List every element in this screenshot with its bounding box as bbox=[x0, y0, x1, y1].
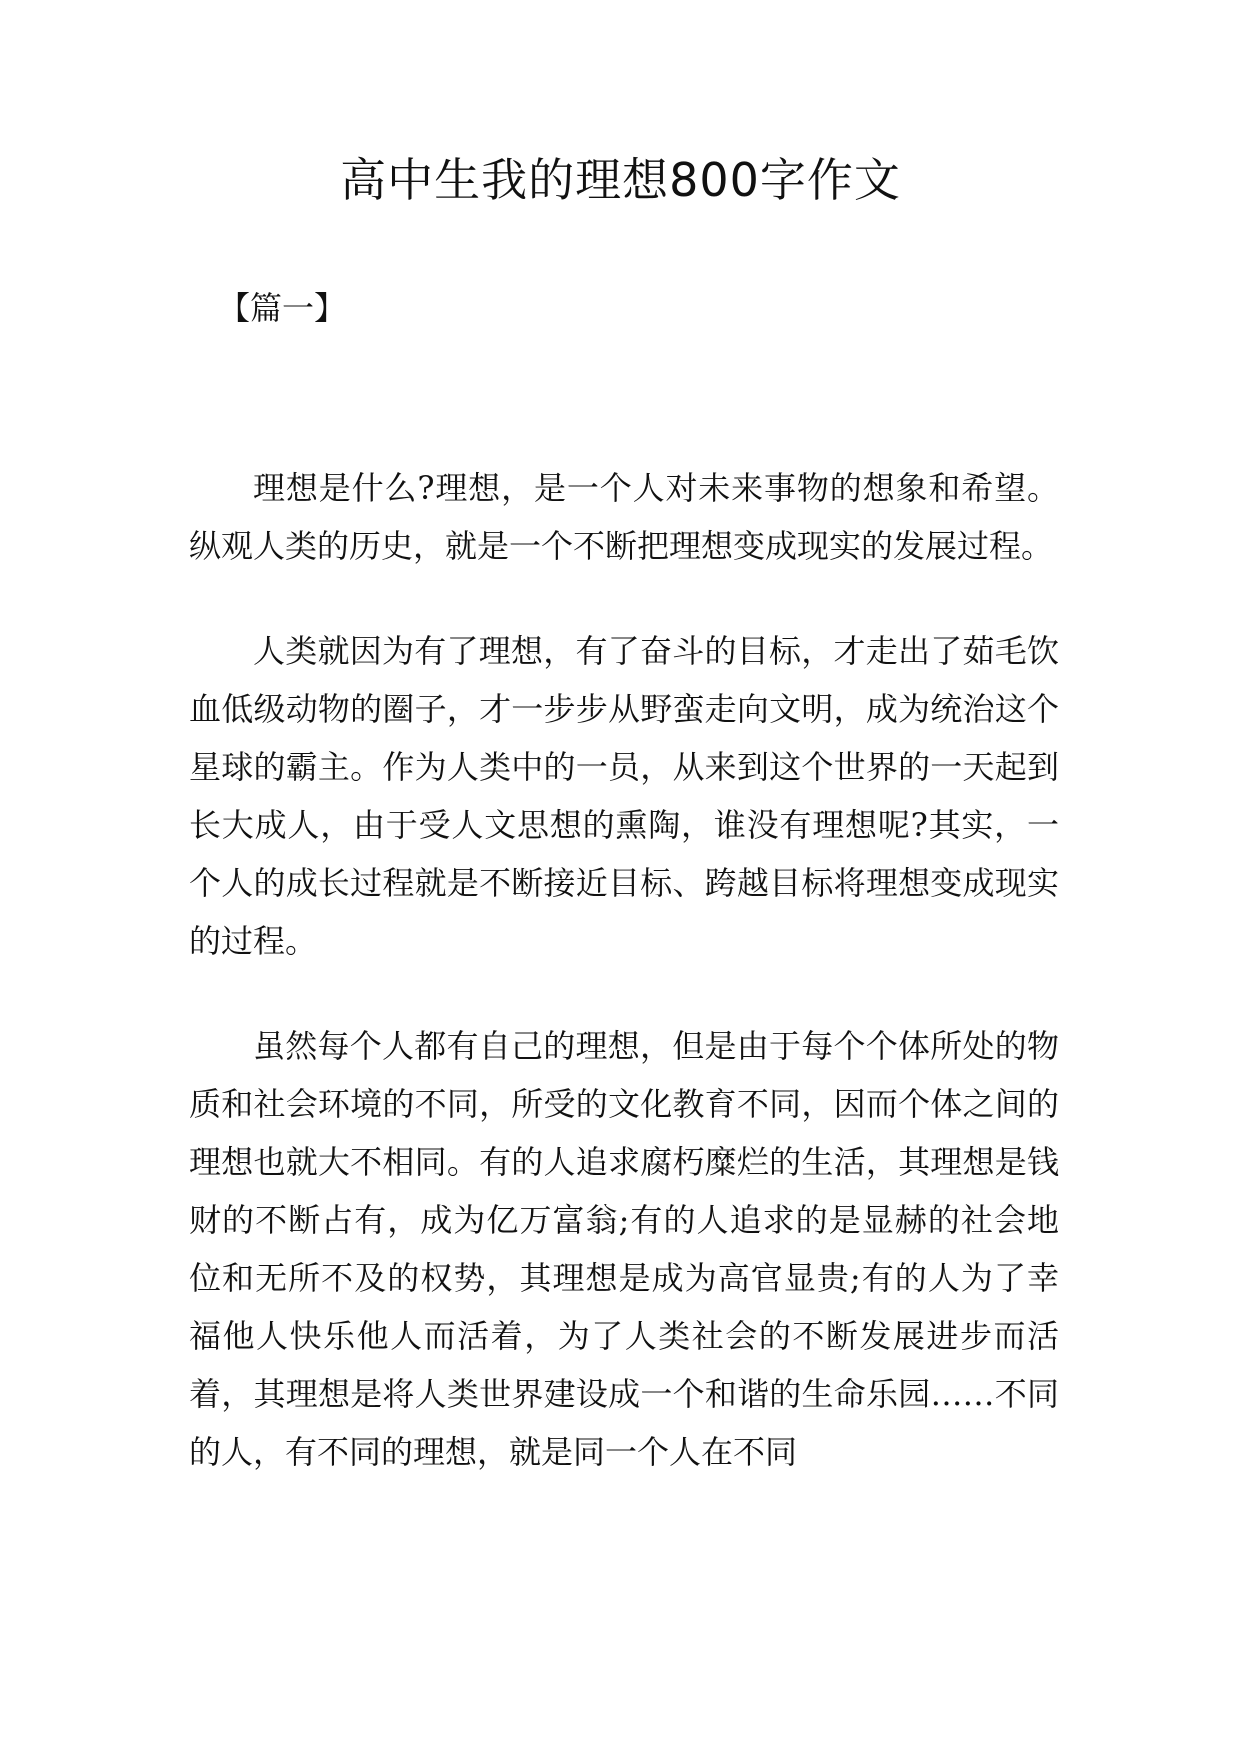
document-body bbox=[189, 459, 1059, 1528]
document-title: 高中生我的理想800字作文 bbox=[340, 153, 901, 207]
section-label: 【篇一】 bbox=[218, 289, 347, 327]
paragraph-2: 人类就因为有了理想，有了奋斗的目标，才走出了茹毛饮血低级动物的圈子，才一步步从野蛮走向文明，成为统治这个星球的霸主。作为人类中的一员，从来到这个世界的一天起到长大成人，由于受人文思想的熏陶，谁没有理想呢?其实，一个人的成长过程就是不断接近目标、跨越目标将理想变成现实的过程。 bbox=[189, 632, 1059, 960]
paragraph-1: 理想是什么?理想，是一个人对未来事物的想象和希望。纵观人类的历史，就是一个不断把理想变成现实的发展过程。 bbox=[189, 469, 1059, 565]
paragraph-3: 虽然每个人都有自己的理想，但是由于每个个体所处的物质和社会环境的不同，所受的文化教育不同，因而个体之间的理想也就大不相同。有的人追求腐朽糜烂的生活，其理想是钱财的不断占有，成为亿万富翁;有的人追求的是显赫的社会地位和无所不及的权势，其理想是成为高官显贵;有的人为了幸福他人快乐他人而活着，为了人类社会的不断发展进步而活着，其理想是将人类世界建设成一个和谐的生命乐园……不同的人，有不同的理想，就是同一个人在不同 bbox=[189, 1027, 1059, 1471]
